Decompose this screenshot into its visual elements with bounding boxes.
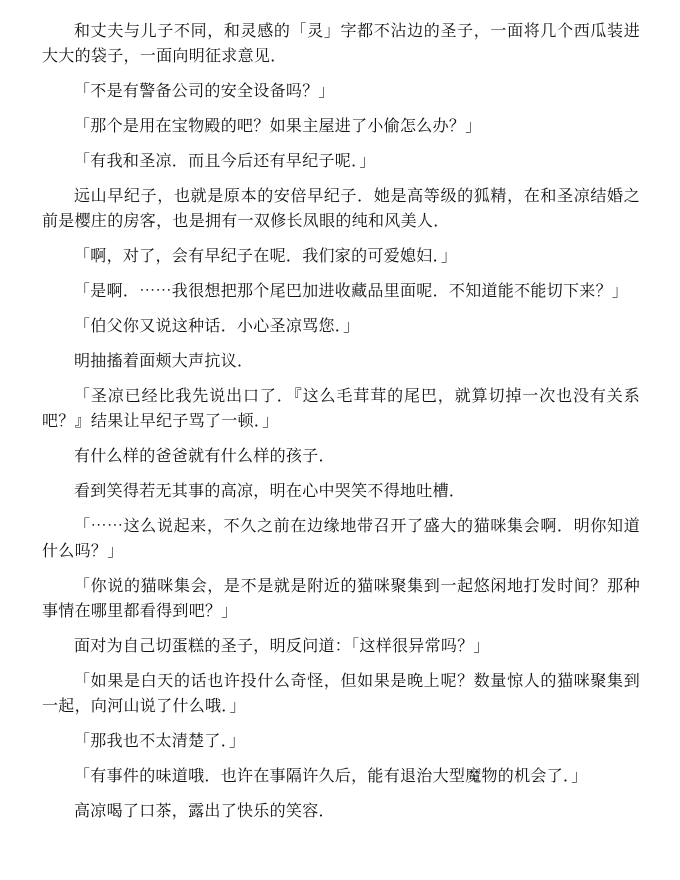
paragraph: 和丈夫与儿子不同，和灵感的「灵」字都不沾边的圣子，一面将几个西瓜装进大大的袋子，一面向明征求意见． xyxy=(42,21,640,65)
paragraph: 「是啊．⋯⋯我很想把那个尾巴加进收藏品里面呢．不知道能不能切下来？」 xyxy=(74,281,629,300)
paragraph: 「伯父你又说这种话．小心圣凉骂您．」 xyxy=(74,316,360,335)
paragraph: 面对为自己切蛋糕的圣子，明反问道：「这样很异常吗？」 xyxy=(74,636,490,655)
paragraph: 「圣凉已经比我先说出口了．『这么毛茸茸的尾巴，就算切掉一次也没有关系吧？』结果让早纪子骂了一顿．」 xyxy=(42,386,640,430)
paragraph: 「有我和圣凉．而且今后还有早纪子呢．」 xyxy=(74,151,376,170)
paragraph: 「⋯⋯这么说起来，不久之前在边缘地带召开了盛大的猫咪集会啊．明你知道什么吗？」 xyxy=(42,516,640,560)
paragraph: 「你说的猫咪集会，是不是就是附近的猫咪聚集到一起悠闲地打发时间？那种事情在哪里都看得到吧？」 xyxy=(42,576,640,620)
paragraph: 「那我也不太清楚了．」 xyxy=(74,731,246,750)
paragraph: 远山早纪子，也就是原本的安倍早纪子．她是高等级的狐精，在和圣凉结婚之前是樱庄的房客，也是拥有一双修长凤眼的纯和风美人． xyxy=(42,186,640,230)
paragraph: 「不是有警备公司的安全设备吗？」 xyxy=(74,81,335,100)
paragraph: 看到笑得若无其事的高凉，明在心中哭笑不得地吐槽． xyxy=(74,481,466,500)
paragraph: 明抽搐着面颊大声抗议． xyxy=(74,351,254,370)
paragraph: 「有事件的味道哦．也许在事隔许久后，能有退治大型魔物的机会了．」 xyxy=(74,766,588,785)
paragraph: 高凉喝了口茶，露出了快乐的笑容． xyxy=(74,801,335,820)
paragraph: 有什么样的爸爸就有什么样的孩子． xyxy=(74,446,335,465)
paragraph: 「啊，对了，会有早纪子在呢．我们家的可爱媳妇．」 xyxy=(74,246,458,265)
paragraph: 「那个是用在宝物殿的吧？如果主屋进了小偷怎么办？」 xyxy=(74,116,482,135)
paragraph: 「如果是白天的话也许投什么奇怪，但如果是晚上呢？数量惊人的猫咪聚集到一起，向河山说了什么哦．」 xyxy=(42,671,640,715)
